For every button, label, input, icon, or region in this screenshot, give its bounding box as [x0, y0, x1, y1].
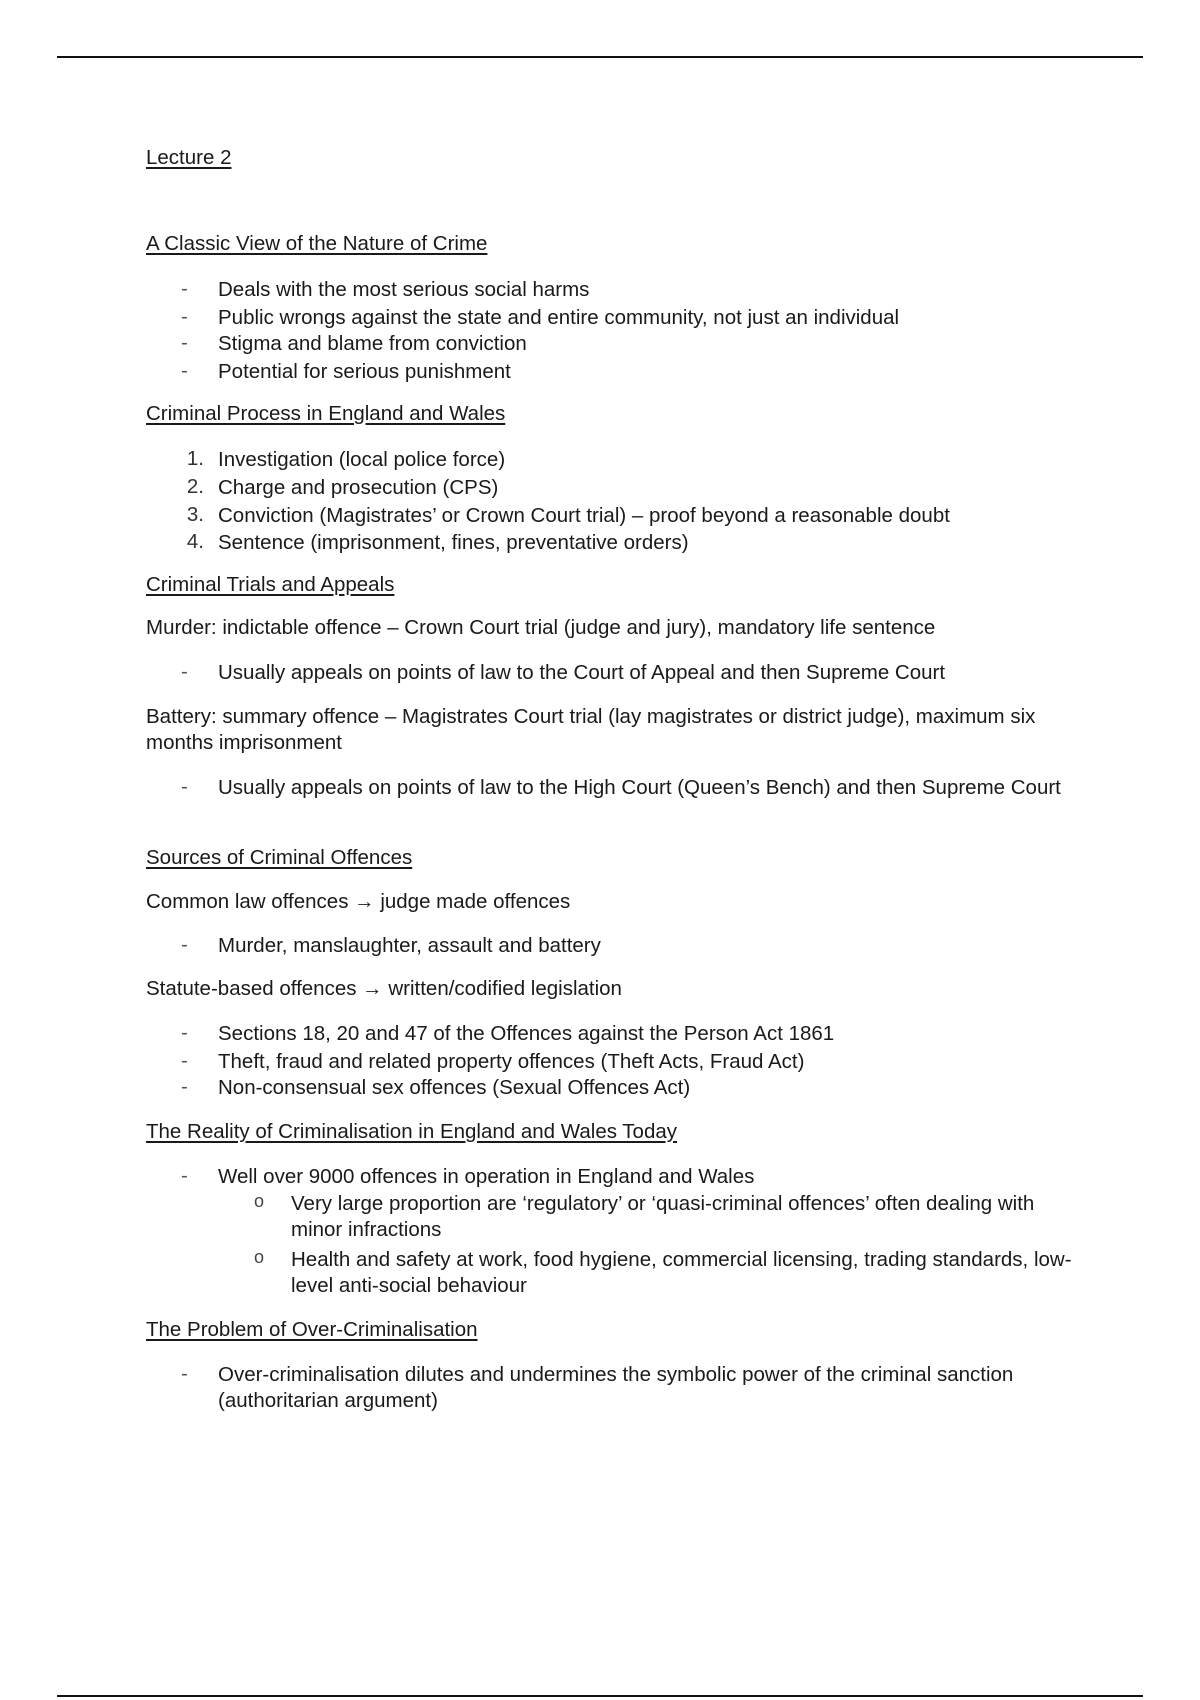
dash-bullet: -	[181, 305, 188, 328]
document-title: Lecture 2	[146, 146, 232, 169]
heading-reality: The Reality of Criminalisation in England and Wales Today	[146, 1120, 677, 1143]
heading-trials-appeals: Criminal Trials and Appeals	[146, 573, 395, 596]
heading-criminal-process: Criminal Process in England and Wales	[146, 402, 506, 425]
circle-bullet: o	[254, 1191, 265, 1211]
dash-bullet: -	[181, 277, 188, 300]
paragraph-murder: Murder: indictable offence – Crown Court trial (judge and jury), mandatory life sentence	[146, 616, 936, 639]
top-rule	[57, 56, 1143, 58]
paragraph-battery: Battery: summary offence – Magistrates Court trial (lay magistrates or district judge), maximum six months imprisonment	[146, 705, 1036, 754]
dash-bullet: -	[181, 1164, 188, 1187]
circle-bullet: o	[254, 1247, 265, 1267]
dash-bullet: -	[181, 331, 188, 354]
bottom-rule	[57, 1695, 1143, 1697]
dash-bullet: -	[181, 1049, 188, 1072]
dash-bullet: -	[181, 775, 188, 798]
dash-bullet: -	[181, 359, 188, 382]
dash-bullet: -	[181, 660, 188, 683]
dash-bullet: -	[181, 933, 188, 956]
dash-bullet: -	[181, 1021, 188, 1044]
dash-bullet: -	[181, 1075, 188, 1098]
heading-over-criminalisation: The Problem of Over-Criminalisation	[146, 1318, 478, 1341]
paragraph-statute: Statute-based offences → written/codified legislation	[146, 977, 622, 1000]
heading-classic-view: A Classic View of the Nature of Crime	[146, 232, 488, 255]
heading-sources: Sources of Criminal Offences	[146, 846, 413, 869]
paragraph-common-law: Common law offences → judge made offences	[146, 890, 571, 913]
dash-bullet: -	[181, 1362, 188, 1385]
